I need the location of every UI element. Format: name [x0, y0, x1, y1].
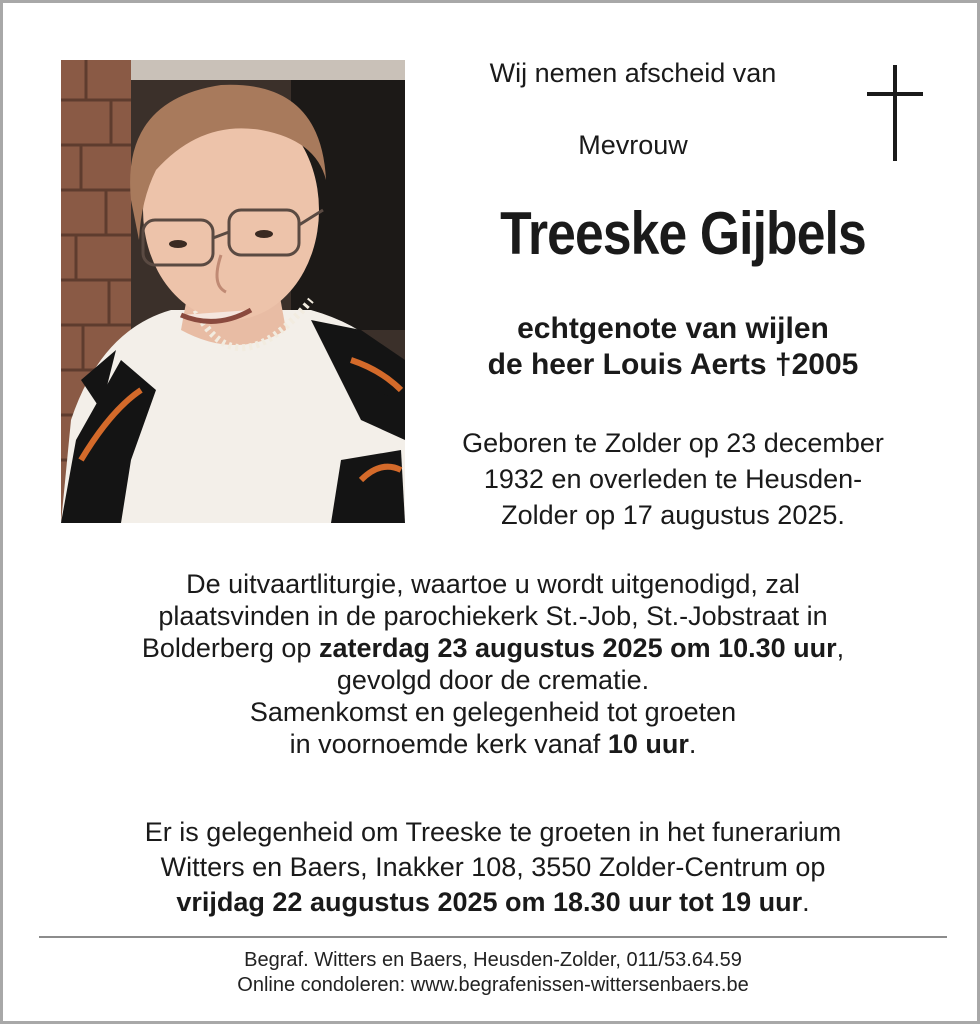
- birth-line: Geboren te Zolder op 23 december: [462, 428, 884, 458]
- funeral-line: plaatsvinden in de parochiekerk St.-Job, St.-Jobstraat in: [158, 601, 828, 631]
- funeral-line: gevolgd door de crematie.: [336, 665, 650, 695]
- portrait-photo: [61, 60, 405, 523]
- birth-line: 1932 en overleden te Heusden-: [483, 464, 863, 494]
- cross-icon: [865, 63, 925, 163]
- honorific: Mevrouw: [578, 130, 688, 160]
- punctuation: ,: [836, 633, 845, 663]
- visit-datetime: vrijdag 22 augustus 2025 om 18.30 uur tot 19 uur: [176, 887, 803, 917]
- birth-death-info: [418, 425, 928, 533]
- spouse-info: [433, 311, 913, 383]
- funeral-line: [43, 632, 943, 664]
- visitation-info: [43, 815, 943, 920]
- gathering-text: in voornoemde kerk vanaf: [289, 729, 608, 759]
- punctuation: .: [802, 887, 810, 917]
- deceased-name: Treeske Gijbels: [500, 200, 866, 267]
- funeral-line: [43, 728, 943, 760]
- funeral-info: [43, 568, 943, 760]
- funeral-line: Samenkomst en gelegenheid tot groeten: [249, 697, 737, 727]
- footer: [43, 948, 943, 998]
- birth-line: Zolder op 17 augustus 2025.: [501, 500, 845, 530]
- spouse-line: de heer Louis Aerts †2005: [487, 348, 859, 381]
- funeral-home-contact: Begraf. Witters en Baers, Heusden-Zolder, 011/53.64.59: [244, 949, 742, 971]
- visit-line: Witters en Baers, Inakker 108, 3550 Zolder-Centrum op: [160, 852, 826, 882]
- punctuation: .: [688, 729, 697, 759]
- online-condolence-link[interactable]: Online condoleren: www.begrafenissen-wittersenbaers.be: [237, 974, 749, 996]
- visit-line: Er is gelegenheid om Treeske te groeten in het funerarium: [144, 817, 842, 847]
- intro-line: Wij nemen afscheid van: [489, 58, 777, 88]
- spouse-line: echtgenote van wijlen: [517, 312, 829, 345]
- funeral-location: Bolderberg op: [141, 633, 319, 663]
- divider: [39, 936, 947, 938]
- visit-line: [43, 885, 943, 920]
- gathering-time: 10 uur: [607, 729, 689, 759]
- funeral-line: De uitvaartliturgie, waartoe u wordt uitgenodigd, zal: [186, 569, 800, 599]
- funeral-datetime: zaterdag 23 augustus 2025 om 10.30 uur: [318, 633, 837, 663]
